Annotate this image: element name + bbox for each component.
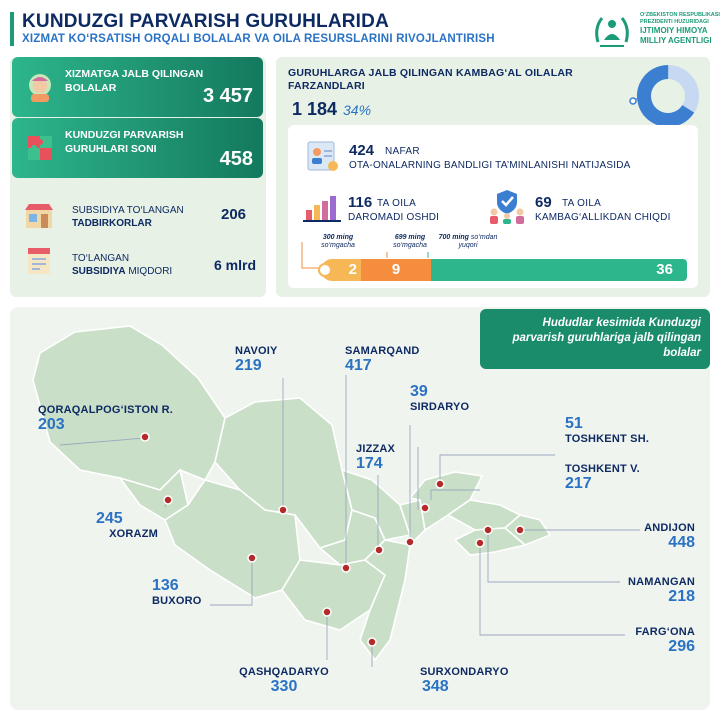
region-surxondaryo: SURXONDARYO 348 <box>420 666 509 695</box>
employment-unit: NAFAR <box>385 146 420 157</box>
exit-unit: TA OILA <box>562 198 602 209</box>
region-xorazm: 245 XORAZM <box>96 510 158 540</box>
region-buxoro: 136 BUXORO <box>152 577 202 607</box>
exit-value: 69 <box>535 194 552 211</box>
employment-value: 424 <box>349 142 375 159</box>
region-sirdaryo: 39 SIRDARYO <box>410 383 470 413</box>
subsidy-value: 6 mlrd <box>214 257 257 273</box>
segment-2-bar: 9 <box>361 259 431 281</box>
segment-2-label: 699 ming so‘mgacha <box>393 234 427 249</box>
map-callout: Hududlar kesimida Kunduzgi parvarish guruhlariga jalb qilingan bolalar <box>480 309 710 369</box>
agency-name: O‘ZBEKISTON RESPUBLIKASI PREZIDENTI HUZURIDAGI IJTIMOIY HIMOYA MILLIY AGENTLIGI <box>640 12 720 45</box>
segment-3-label: 700 ming so‘mdan yuqori <box>438 234 498 249</box>
region-toshkent-v: TOSHKENT V. 217 <box>565 463 640 492</box>
region-fargona: FARG‘ONA 296 <box>635 626 695 655</box>
subsidy-label: TO‘LANGAN SUBSIDIYA MIQDORI <box>72 253 173 277</box>
page-subtitle: XIZMAT KO‘RSATISH ORQALI BOLALAR VA OILA RESURSLARINI RIVOJLANTIRISH <box>22 33 495 45</box>
region-navoiy: NAVOIY 219 <box>235 345 278 374</box>
children-value: 3 457 <box>202 85 253 107</box>
groups-value: 458 <box>219 148 253 170</box>
groups-label: KUNDUZGI PARVARISH GURUHLARI SONI <box>65 129 184 155</box>
entrepreneurs-label: SUBSIDIYA TO‘LANGAN TADBIRKORLAR <box>72 205 184 229</box>
employment-desc: OTA-ONALARNING BANDLIGI TA’MINLANISHI NATIJASIDA <box>349 160 631 171</box>
poor-families-title: GURUHLARGA JALB QILINGAN KAMBAG‘AL OILALAR FARZANDLARI <box>288 67 573 92</box>
region-toshkent-sh: 51 TOSHKENT SH. <box>565 415 650 445</box>
income-value: 116 <box>348 194 373 211</box>
region-namangan: NAMANGAN 218 <box>628 576 695 605</box>
poor-families-count: 1 184 <box>292 99 338 119</box>
exit-desc: KAMBAG‘ALLIKDAN CHIQDI <box>535 212 671 223</box>
region-jizzax: JIZZAX 174 <box>356 443 396 472</box>
region-samarqand: SAMARQAND 417 <box>345 345 420 374</box>
income-unit: TA OILA <box>377 198 417 209</box>
region-qoraqalpogiston: QORAQALPOG‘ISTON R. 203 <box>38 404 173 433</box>
segment-1-label: 300 ming so‘mgacha <box>321 234 355 249</box>
segment-3-bar: 36 <box>431 259 687 281</box>
region-andijon: ANDIJON 448 <box>644 522 695 551</box>
region-qashqadaryo: QASHQADARYO 330 <box>239 666 329 695</box>
income-desc: DAROMADI OSHDI <box>348 212 440 223</box>
page-title: KUNDUZGI PARVARISH GURUHLARIDA <box>22 11 389 32</box>
children-label: XIZMATGA JALB QILINGAN BOLALAR <box>65 68 204 94</box>
poor-families-percent: 34% <box>343 102 372 118</box>
segment-1-bar: 2 <box>321 259 361 281</box>
entrepreneurs-value: 206 <box>221 206 247 223</box>
